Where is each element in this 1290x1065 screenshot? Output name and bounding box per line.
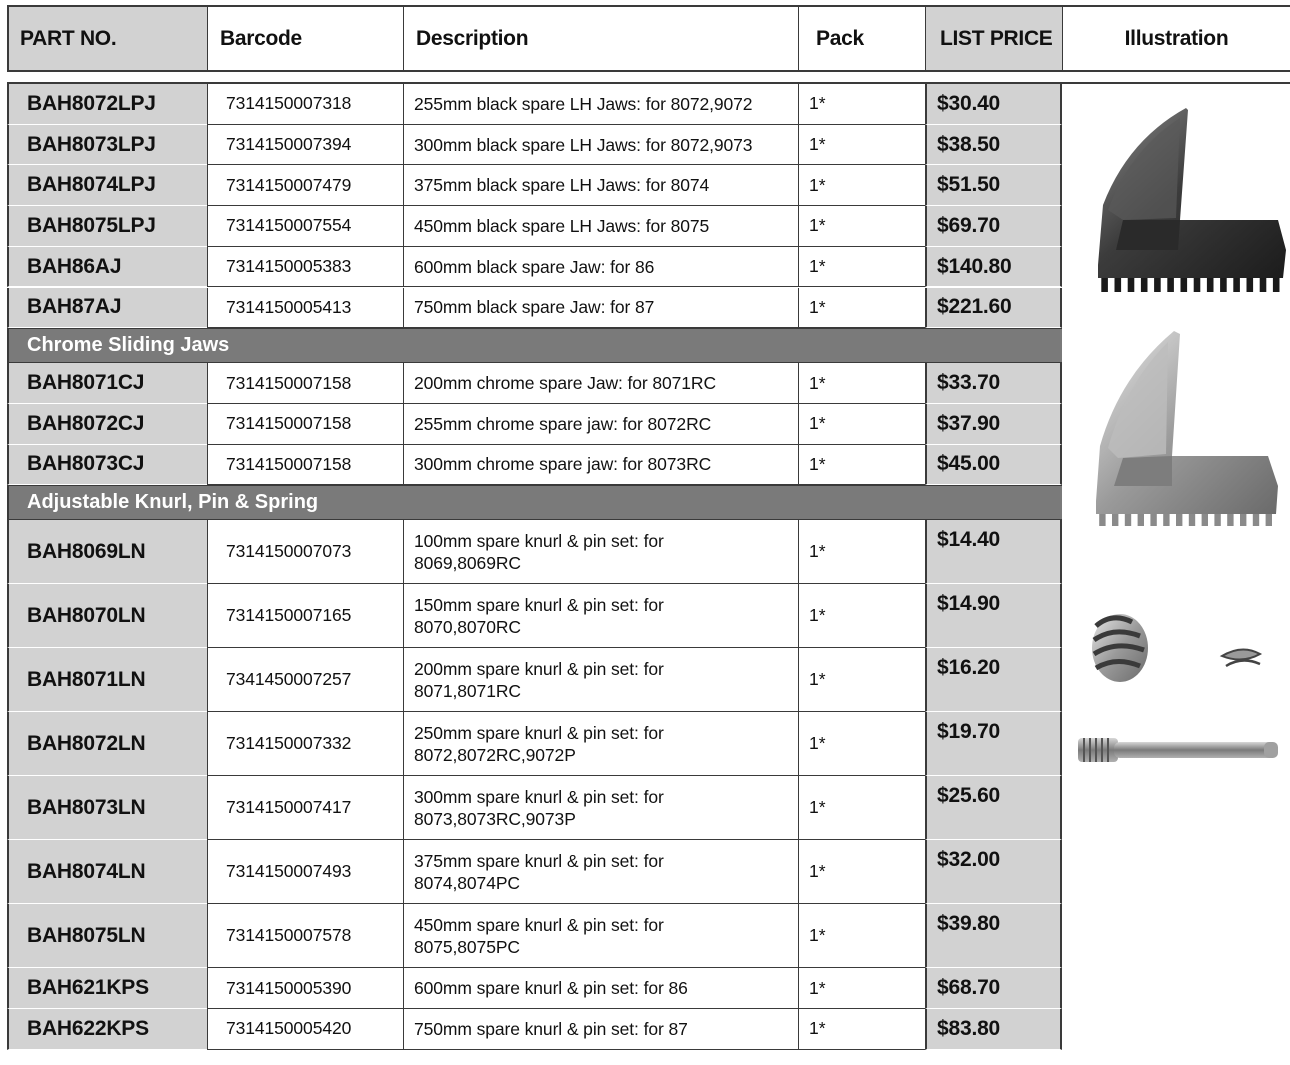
barcode-text: 7314150007479 — [226, 174, 352, 195]
part-number — [7, 520, 207, 584]
list-price — [925, 584, 1062, 648]
barcode — [207, 904, 403, 968]
description-line: 300mm black spare LH Jaws: for 8072,9073 — [414, 134, 753, 155]
barcode — [207, 288, 403, 329]
description — [403, 840, 798, 904]
pack-quantity — [798, 520, 925, 584]
description — [403, 1009, 798, 1050]
barcode-text: 7341450007257 — [226, 669, 352, 690]
list-price — [925, 363, 1062, 404]
description-line: 750mm spare knurl & pin set: for 87 — [414, 1018, 688, 1039]
part-number-text: BAH8073LN — [27, 795, 146, 819]
barcode — [207, 84, 403, 125]
part-number-text: BAH621KPS — [27, 976, 149, 1000]
barcode — [207, 206, 403, 247]
description — [403, 84, 798, 125]
header-description-label: Description — [416, 26, 529, 50]
description-line: 375mm black spare LH Jaws: for 8074 — [414, 175, 710, 196]
barcode — [207, 445, 403, 486]
price-text: $83.80 — [937, 1016, 1001, 1040]
barcode — [207, 363, 403, 404]
pack-text: 1* — [809, 733, 826, 754]
description — [403, 584, 798, 648]
description — [403, 776, 798, 840]
pack-text: 1* — [809, 977, 826, 998]
pack-text: 1* — [809, 797, 826, 818]
section-title: Chrome Sliding Jaws — [27, 334, 230, 357]
part-number-text: BAH8069LN — [27, 539, 146, 563]
list-price — [925, 125, 1062, 166]
description — [403, 904, 798, 968]
price-text: $45.00 — [937, 452, 1001, 476]
barcode — [207, 165, 403, 206]
barcode — [207, 648, 403, 712]
list-price — [925, 904, 1062, 968]
part-number — [7, 206, 207, 247]
pack-text: 1* — [809, 925, 826, 946]
list-price — [925, 840, 1062, 904]
barcode — [207, 712, 403, 776]
part-number-text: BAH8072LPJ — [27, 91, 156, 115]
part-number-text: BAH8073LPJ — [27, 132, 156, 156]
part-number-text: BAH8070LN — [27, 603, 146, 627]
barcode — [207, 247, 403, 288]
price-text: $33.70 — [937, 371, 1001, 395]
list-price — [925, 404, 1062, 445]
table-row — [0, 968, 1290, 1009]
part-number — [7, 1009, 207, 1050]
pack-text: 1* — [809, 541, 826, 562]
part-number-text: BAH87AJ — [27, 295, 122, 319]
description-line: 255mm chrome spare jaw: for 8072RC — [414, 413, 712, 434]
barcode-text: 7314150007165 — [226, 605, 352, 626]
description — [403, 206, 798, 247]
price-text: $32.00 — [937, 848, 1001, 872]
pack-quantity — [798, 363, 925, 404]
description-line: 375mm spare knurl & pin set: for — [414, 850, 664, 871]
pack-quantity — [798, 288, 925, 329]
barcode-text: 7314150005390 — [226, 977, 352, 998]
barcode-text: 7314150007578 — [226, 925, 352, 946]
table-row — [0, 904, 1290, 968]
description — [403, 247, 798, 288]
header-barcode-label: Barcode — [220, 26, 302, 50]
price-text: $14.90 — [937, 592, 1001, 616]
header-pack — [798, 7, 925, 70]
pack-text: 1* — [809, 93, 826, 114]
part-number — [7, 840, 207, 904]
pack-quantity — [798, 648, 925, 712]
list-price — [925, 288, 1062, 329]
pack-quantity — [798, 247, 925, 288]
description-line: 200mm chrome spare Jaw: for 8071RC — [414, 373, 717, 394]
pack-text: 1* — [809, 296, 826, 317]
price-text: $14.40 — [937, 528, 1001, 552]
barcode — [207, 968, 403, 1009]
header-barcode — [207, 7, 403, 70]
pack-quantity — [798, 404, 925, 445]
barcode-text: 7314150007318 — [226, 93, 352, 114]
description — [403, 288, 798, 329]
pack-quantity — [798, 904, 925, 968]
pack-quantity — [798, 968, 925, 1009]
description — [403, 520, 798, 584]
barcode-text: 7314150005383 — [226, 256, 352, 277]
description — [403, 125, 798, 166]
part-number — [7, 445, 207, 486]
part-number — [7, 404, 207, 445]
section-header — [7, 328, 1062, 363]
description-line: 8071,8071RC — [414, 680, 521, 701]
pack-text: 1* — [809, 861, 826, 882]
pack-quantity — [798, 1009, 925, 1050]
description-line: 8070,8070RC — [414, 616, 521, 637]
pack-text: 1* — [809, 215, 826, 236]
barcode — [207, 404, 403, 445]
part-number — [7, 84, 207, 125]
part-number-text: BAH86AJ — [27, 254, 122, 278]
list-price — [925, 648, 1062, 712]
header-illustration-label: Illustration — [1124, 26, 1229, 50]
section-title: Adjustable Knurl, Pin & Spring — [27, 491, 319, 514]
list-price — [925, 1009, 1062, 1050]
part-number-text: BAH8071LN — [27, 667, 146, 691]
section-header — [7, 485, 1062, 520]
header-part-no — [7, 7, 207, 70]
price-text: $25.60 — [937, 784, 1001, 808]
part-number-text: BAH622KPS — [27, 1016, 149, 1040]
description — [403, 445, 798, 486]
pack-text: 1* — [809, 256, 826, 277]
description — [403, 968, 798, 1009]
description — [403, 404, 798, 445]
barcode-text: 7314150007554 — [226, 215, 352, 236]
price-text: $39.80 — [937, 912, 1001, 936]
description-line: 600mm spare knurl & pin set: for 86 — [414, 978, 688, 999]
price-text: $19.70 — [937, 720, 1001, 744]
chrome-jaw-illustration — [1068, 326, 1288, 536]
barcode-text: 7314150007073 — [226, 541, 352, 562]
barcode — [207, 1009, 403, 1050]
barcode — [207, 776, 403, 840]
pin-illustration — [1074, 732, 1284, 768]
part-number — [7, 165, 207, 206]
price-text: $51.50 — [937, 173, 1001, 197]
table-header — [7, 5, 1290, 72]
price-text: $140.80 — [937, 254, 1012, 278]
price-text: $37.90 — [937, 411, 1001, 435]
part-number-text: BAH8073CJ — [27, 452, 145, 476]
part-number — [7, 125, 207, 166]
price-text: $221.60 — [937, 295, 1012, 319]
barcode-text: 7314150007332 — [226, 733, 352, 754]
price-text: $30.40 — [937, 91, 1001, 115]
part-number-text: BAH8074LN — [27, 859, 146, 883]
pack-text: 1* — [809, 174, 826, 195]
description-line: 100mm spare knurl & pin set: for — [414, 530, 664, 551]
description-line: 450mm spare knurl & pin set: for — [414, 914, 664, 935]
description — [403, 363, 798, 404]
list-price — [925, 712, 1062, 776]
description — [403, 648, 798, 712]
part-number-text: BAH8071CJ — [27, 371, 145, 395]
header-illustration — [1062, 7, 1290, 70]
header-list-price — [925, 7, 1062, 70]
description-line: 250mm spare knurl & pin set: for — [414, 722, 664, 743]
barcode — [207, 520, 403, 584]
description — [403, 712, 798, 776]
table-row — [0, 1009, 1290, 1050]
description-line: 150mm spare knurl & pin set: for — [414, 594, 664, 615]
description-line: 300mm spare knurl & pin set: for — [414, 786, 664, 807]
pack-text: 1* — [809, 413, 826, 434]
pack-text: 1* — [809, 453, 826, 474]
pack-quantity — [798, 84, 925, 125]
list-price — [925, 206, 1062, 247]
description-line: 600mm black spare Jaw: for 86 — [414, 256, 655, 277]
price-text: $69.70 — [937, 213, 1001, 237]
barcode-text: 7314150005413 — [226, 296, 352, 317]
description-line: 200mm spare knurl & pin set: for — [414, 658, 664, 679]
pack-quantity — [798, 445, 925, 486]
black-jaw-illustration — [1068, 100, 1288, 300]
barcode-text: 7314150007158 — [226, 372, 352, 393]
list-price — [925, 247, 1062, 288]
part-number — [7, 776, 207, 840]
pack-text: 1* — [809, 605, 826, 626]
barcode — [207, 840, 403, 904]
pack-quantity — [798, 125, 925, 166]
barcode-text: 7314150005420 — [226, 1018, 352, 1039]
part-number — [7, 363, 207, 404]
barcode — [207, 125, 403, 166]
part-number — [7, 584, 207, 648]
table-row — [0, 776, 1290, 840]
list-price — [925, 84, 1062, 125]
price-text: $16.20 — [937, 656, 1001, 680]
barcode-text: 7314150007417 — [226, 797, 352, 818]
barcode — [207, 584, 403, 648]
part-number-text: BAH8075LN — [27, 923, 146, 947]
price-text: $38.50 — [937, 132, 1001, 156]
pack-text: 1* — [809, 669, 826, 690]
description — [403, 165, 798, 206]
pack-quantity — [798, 712, 925, 776]
part-number — [7, 904, 207, 968]
description-line: 8075,8075PC — [414, 936, 520, 957]
description-line: 750mm black spare Jaw: for 87 — [414, 297, 655, 318]
header-list-price-label: LIST PRICE — [940, 26, 1053, 50]
pack-quantity — [798, 840, 925, 904]
pack-quantity — [798, 206, 925, 247]
header-description — [403, 7, 798, 70]
description-line: 255mm black spare LH Jaws: for 8072,9072 — [414, 93, 753, 114]
pack-quantity — [798, 584, 925, 648]
header-pack-label: Pack — [816, 26, 864, 50]
pack-quantity — [798, 776, 925, 840]
barcode-text: 7314150007158 — [226, 453, 352, 474]
description-line: 450mm black spare LH Jaws: for 8075 — [414, 215, 710, 236]
description-line: 300mm chrome spare jaw: for 8073RC — [414, 454, 712, 475]
header-part-no-label: PART NO. — [20, 26, 117, 50]
description-line: 8074,8074PC — [414, 872, 520, 893]
description-line: 8073,8073RC,9073P — [414, 808, 576, 829]
barcode-text: 7314150007158 — [226, 413, 352, 434]
part-number — [7, 247, 207, 288]
barcode-text: 7314150007394 — [226, 134, 352, 155]
part-number-text: BAH8074LPJ — [27, 173, 156, 197]
barcode-text: 7314150007493 — [226, 861, 352, 882]
description-line: 8072,8072RC,9072P — [414, 744, 576, 765]
list-price — [925, 776, 1062, 840]
pack-quantity — [798, 165, 925, 206]
part-number — [7, 288, 207, 329]
description-line: 8069,8069RC — [414, 552, 521, 573]
list-price — [925, 165, 1062, 206]
part-number — [7, 648, 207, 712]
part-number-text: BAH8072LN — [27, 731, 146, 755]
list-price — [925, 520, 1062, 584]
list-price — [925, 968, 1062, 1009]
part-number-text: BAH8072CJ — [27, 411, 145, 435]
knurl-spring-illustration — [1082, 608, 1282, 688]
pack-text: 1* — [809, 134, 826, 155]
pack-text: 1* — [809, 1018, 826, 1039]
list-price — [925, 445, 1062, 486]
part-number — [7, 712, 207, 776]
part-number-text: BAH8075LPJ — [27, 213, 156, 237]
part-number — [7, 968, 207, 1009]
table-row — [0, 840, 1290, 904]
pack-text: 1* — [809, 372, 826, 393]
price-text: $68.70 — [937, 976, 1001, 1000]
